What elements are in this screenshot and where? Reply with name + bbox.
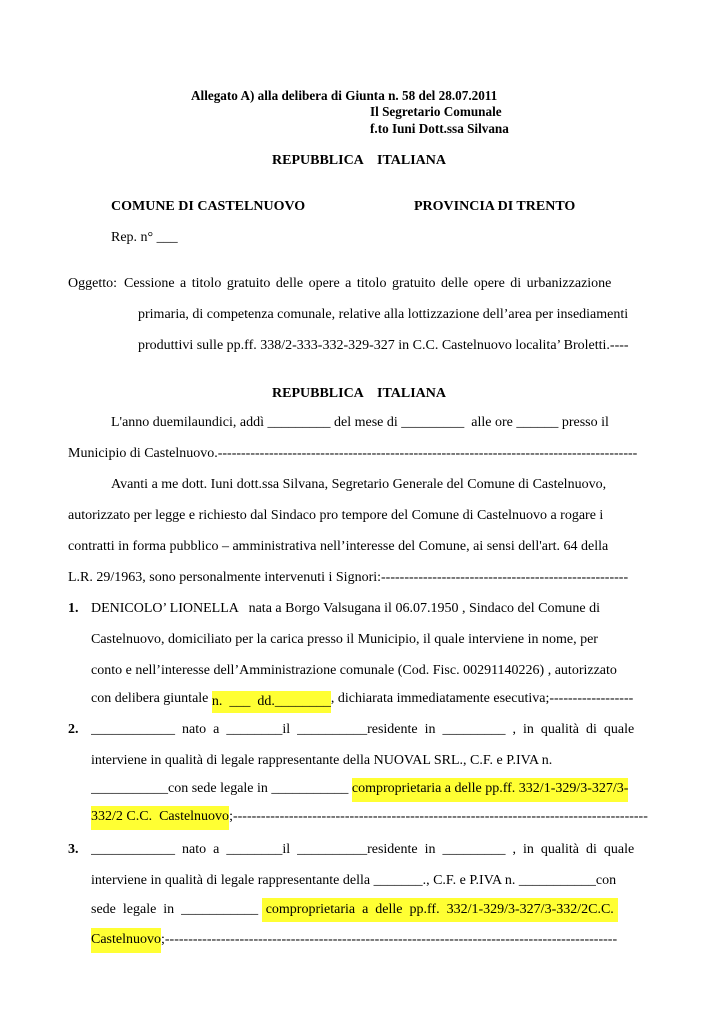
oggetto-line-3 xyxy=(138,338,656,354)
p2-text-4: L.R. 29/1963, sono personalmente intervenuti i Signori:----------------------------------------------------- xyxy=(68,570,629,585)
item-1-text-4a: con delibera giuntale xyxy=(91,691,212,706)
oggetto-text-3: produttivi sulle pp.ff. 338/2-333-332-329-327 in C.C. Castelnuovo localita’ Broletti.---- xyxy=(138,338,629,353)
provincia-heading: PROVINCIA DI TRENTO xyxy=(414,199,576,214)
p1-text-1: L'anno duemilaundici, addì _________ del mese di _________ alle ore ______ presso il xyxy=(111,415,609,430)
item-2-text-4b: ;----------------------------------------------------------------------------------------- xyxy=(229,809,648,824)
rep-number: Rep. n° ___ xyxy=(111,230,178,245)
title-repubblica-2: REPUBBLICA ITALIANA xyxy=(272,386,446,401)
item-1-text-1: DENICOLO’ LIONELLA nata a Borgo Valsugana il 06.07.1950 , Sindaco del Comune di xyxy=(91,601,600,616)
header-line-3: f.to Iuni Dott.ssa Silvana xyxy=(370,121,509,136)
item-1-line-4 xyxy=(91,691,656,713)
p1-text-2: Municipio di Castelnuovo.------------------------------------------------------------------------------------------ xyxy=(68,446,638,461)
item-2-highlight-1: comproprietaria a delle pp.ff. 332/1-329/3-327/3- xyxy=(352,778,629,802)
p2-text-3: contratti in forma pubblico – amministrativa nell’interesse del Comune, ai sensi dell'art. 64 della xyxy=(68,539,609,554)
item-2-text-3a: ___________con sede legale in ___________ xyxy=(91,781,352,796)
item-1-line-3 xyxy=(91,663,656,679)
item-1-text-4b: , dichiarata immediatamente esecutiva;------------------ xyxy=(330,691,634,706)
title-repubblica: REPUBBLICA ITALIANA xyxy=(272,153,446,168)
oggetto-line-2 xyxy=(138,307,656,323)
item-2-line-3 xyxy=(91,778,656,802)
p1-line-2 xyxy=(68,446,656,462)
p2-line-2 xyxy=(68,508,656,524)
oggetto-text-1: Cessione a titolo gratuito delle opere a titolo gratuito delle opere di urbanizzazione xyxy=(124,276,612,291)
item-1-line-2 xyxy=(91,632,656,648)
item-2-highlight-2: 332/2 C.C. Castelnuovo xyxy=(91,806,229,830)
item-2-text-2: interviene in qualità di legale rappresentante della NUOVAL SRL., C.F. e P.IVA n. xyxy=(91,753,553,768)
item-3-number: 3. xyxy=(68,842,79,857)
item-3-text-4b: ;------------------------------------------------------------------------------------------------- xyxy=(161,932,618,947)
item-1-text-3: conto e nell’interesse dell’Amministrazione comunale (Cod. Fisc. 00291140226) , autorizzato xyxy=(91,663,617,678)
p2-line-3 xyxy=(68,539,656,555)
item-1-text-2: Castelnuovo, domiciliato per la carica presso il Municipio, il quale interviene in nome, per xyxy=(91,632,598,647)
item-2-number: 2. xyxy=(68,722,79,737)
item-3-line-1 xyxy=(91,842,656,858)
item-1-highlight: n. ___ dd.________ xyxy=(212,691,331,713)
p2-line-1 xyxy=(111,477,656,493)
item-1-number: 1. xyxy=(68,601,79,616)
item-3-text-3a: sede legale in ___________ xyxy=(91,902,262,917)
oggetto-line-1 xyxy=(124,276,656,292)
item-3-line-3 xyxy=(91,898,656,922)
item-1-line-1 xyxy=(91,601,656,617)
p1-line-1 xyxy=(111,415,656,431)
item-2-text-1: ____________ nato a ________il __________residente in _________ , in qualità di quale xyxy=(91,722,635,737)
item-3-text-1: ____________ nato a ________il __________residente in _________ , in qualità di quale xyxy=(91,842,635,857)
item-2-line-4 xyxy=(91,806,656,830)
oggetto-text-2: primaria, di competenza comunale, relative alla lottizzazione dell’area per insediamenti xyxy=(138,307,629,322)
comune-heading: COMUNE DI CASTELNUOVO xyxy=(111,199,306,214)
header-line-1: Allegato A) alla delibera di Giunta n. 58 del 28.07.2011 xyxy=(191,88,498,103)
p2-text-1: Avanti a me dott. Iuni dott.ssa Silvana, Segretario Generale del Comune di Castelnuovo, xyxy=(111,477,607,492)
item-3-highlight-1: comproprietaria a delle pp.ff. 332/1-329/3-327/3-332/2C.C. xyxy=(262,898,618,922)
item-3-highlight-2: Castelnuovo xyxy=(91,928,161,953)
item-2-line-1 xyxy=(91,722,656,738)
p2-text-2: autorizzato per legge e richiesto dal Sindaco pro tempore del Comune di Castelnuovo a rogare i xyxy=(68,508,604,523)
item-3-line-2 xyxy=(91,873,656,889)
oggetto-label: Oggetto: xyxy=(68,276,117,291)
header-line-2: Il Segretario Comunale xyxy=(370,104,502,119)
item-3-text-2: interviene in qualità di legale rappresentante della _______., C.F. e P.IVA n. ___________con xyxy=(91,873,617,888)
item-3-line-4 xyxy=(91,928,656,953)
item-2-line-2 xyxy=(91,753,656,769)
p2-line-4 xyxy=(68,570,656,586)
